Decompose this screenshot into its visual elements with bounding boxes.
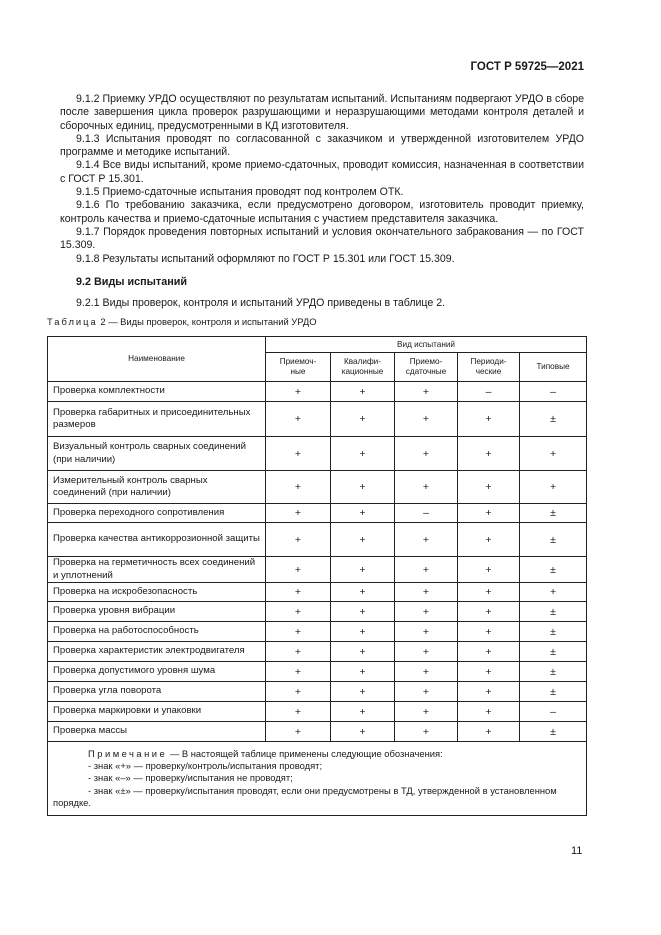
row-value: – xyxy=(520,702,587,722)
column-header: Приемо- сдаточные xyxy=(395,353,458,382)
document-id-header: ГОСТ Р 59725—2021 xyxy=(470,61,584,73)
table-note xyxy=(48,742,587,816)
row-value: + xyxy=(458,662,520,682)
row-value: + xyxy=(395,437,458,471)
row-value: + xyxy=(395,471,458,504)
row-name: Проверка допустимого уровня шума xyxy=(48,662,266,682)
row-value: + xyxy=(458,583,520,602)
row-value: + xyxy=(266,602,331,622)
paragraph-9-1-5: 9.1.5 Приемо-сдаточные испытания проводят под контролем ОТК. xyxy=(76,186,404,199)
row-name: Проверка на герметичность всех соединений и уплотнений xyxy=(48,557,266,583)
row-value: + xyxy=(458,702,520,722)
paragraph-9-1-8: 9.1.8 Результаты испытаний оформляют по ГОСТ Р 15.301 или ГОСТ 15.309. xyxy=(76,252,455,265)
row-value: + xyxy=(395,622,458,642)
section-heading: 9.2 Виды испытаний xyxy=(76,275,187,288)
row-value: + xyxy=(266,622,331,642)
row-value: ± xyxy=(520,642,587,662)
body-text xyxy=(60,93,584,310)
row-name: Проверка габаритных и присоединительных размеров xyxy=(48,402,266,437)
row-value: + xyxy=(331,523,395,557)
row-value: + xyxy=(331,642,395,662)
row-value: – xyxy=(395,504,458,523)
table-row xyxy=(48,382,587,402)
table-row xyxy=(48,662,587,682)
paragraph-9-1-6: 9.1.6 По требованию заказчика, если предусмотрено договором, изготовитель проводит приемку, контроль качества и приемо-сдаточные испытания с участием представителя заказчика. xyxy=(60,199,584,225)
row-value: + xyxy=(266,662,331,682)
row-name: Проверка характеристик электродвигателя xyxy=(48,642,266,662)
row-value: + xyxy=(458,504,520,523)
row-value: + xyxy=(331,622,395,642)
row-value: + xyxy=(458,437,520,471)
row-name: Проверка на работоспособность xyxy=(48,622,266,642)
row-value: + xyxy=(266,382,331,402)
row-value: + xyxy=(395,583,458,602)
table-row xyxy=(48,602,587,622)
name-column-header: Наименование xyxy=(48,337,266,382)
row-value: – xyxy=(458,382,520,402)
column-header: Приемоч- ные xyxy=(266,353,331,382)
paragraph-9-1-2: 9.1.2 Приемку УРДО осуществляют по результатам испытаний. Испытаниям подвергают УРДО в сборе после завершения цикла проверок разрушающими и неразрушающими методами контроля деталей и сборочных единиц, предусмотренными в КД изготовителя. xyxy=(60,93,584,132)
row-value: + xyxy=(331,662,395,682)
row-value: + xyxy=(331,583,395,602)
row-value: + xyxy=(266,682,331,702)
row-value: + xyxy=(458,557,520,583)
row-value: + xyxy=(266,523,331,557)
row-value: ± xyxy=(520,557,587,583)
row-value: + xyxy=(266,557,331,583)
row-name: Проверка уровня вибрации xyxy=(48,602,266,622)
row-value: + xyxy=(458,682,520,702)
column-header: Квалифи- кационные xyxy=(331,353,395,382)
column-header: Периоди- ческие xyxy=(458,353,520,382)
row-value: + xyxy=(266,437,331,471)
note-line: - знак «–» — проверку/испытания не проводят; xyxy=(88,772,293,784)
row-value: + xyxy=(520,437,587,471)
table-row xyxy=(48,702,587,722)
row-value: + xyxy=(331,702,395,722)
tests-table xyxy=(47,336,587,816)
row-value: + xyxy=(331,602,395,622)
row-value: ± xyxy=(520,722,587,742)
table-row xyxy=(48,437,587,471)
row-value: + xyxy=(266,702,331,722)
table-caption xyxy=(47,316,317,327)
row-value: + xyxy=(331,437,395,471)
row-value: ± xyxy=(520,682,587,702)
table-note-row xyxy=(48,742,587,816)
row-value: + xyxy=(458,602,520,622)
row-name: Измерительный контроль сварных соединений (при наличии) xyxy=(48,471,266,504)
row-value: + xyxy=(331,402,395,437)
row-value: + xyxy=(266,642,331,662)
row-value: + xyxy=(395,382,458,402)
row-value: + xyxy=(520,471,587,504)
table-row xyxy=(48,583,587,602)
table-caption-label: Таблица xyxy=(47,316,98,327)
row-name: Визуальный контроль сварных соединений (при наличии) xyxy=(48,437,266,471)
row-value: + xyxy=(266,722,331,742)
row-value: + xyxy=(395,523,458,557)
paragraph-9-1-4: 9.1.4 Все виды испытаний, кроме приемо-сдаточных, проводит комиссия, назначенная в соответствии с ГОСТ Р 15.301. xyxy=(60,159,584,185)
note-line: - знак «±» — проверку/испытания проводят, если они предусмотрены в ТД, утвержденной в установленном порядке. xyxy=(53,784,557,808)
row-value: + xyxy=(331,722,395,742)
table-row xyxy=(48,722,587,742)
row-name: Проверка качества антикоррозионной защиты xyxy=(48,523,266,557)
row-value: ± xyxy=(520,662,587,682)
row-value: + xyxy=(520,583,587,602)
table-row xyxy=(48,504,587,523)
row-value: ± xyxy=(520,523,587,557)
row-name: Проверка массы xyxy=(48,722,266,742)
row-value: – xyxy=(520,382,587,402)
row-value: + xyxy=(395,642,458,662)
page-number: 11 xyxy=(571,845,583,857)
row-value: + xyxy=(331,682,395,702)
row-name: Проверка на искробезопасность xyxy=(48,583,266,602)
row-value: + xyxy=(395,602,458,622)
table-caption-text: 2 — Виды проверок, контроля и испытаний УРДО xyxy=(97,316,317,327)
row-value: ± xyxy=(520,402,587,437)
row-value: + xyxy=(458,642,520,662)
row-value: + xyxy=(395,682,458,702)
table-row xyxy=(48,523,587,557)
row-value: + xyxy=(395,557,458,583)
table-row xyxy=(48,682,587,702)
row-value: + xyxy=(395,702,458,722)
table-row xyxy=(48,622,587,642)
test-type-group-header: Вид испытаний xyxy=(266,337,587,353)
row-value: + xyxy=(395,662,458,682)
paragraph-9-1-7: 9.1.7 Порядок проведения повторных испытаний и условия окончательного забракования — по ГОСТ 15.309. xyxy=(60,225,584,252)
row-value: + xyxy=(458,402,520,437)
row-value: + xyxy=(331,382,395,402)
row-value: + xyxy=(458,523,520,557)
paragraph-9-1-3: 9.1.3 Испытания проводят по согласованной с заказчиком и утвержденной изготовителем УРДО программе и методике испытаний. xyxy=(60,132,584,159)
row-value: + xyxy=(331,471,395,504)
row-name: Проверка переходного сопротивления xyxy=(48,504,266,523)
row-value: + xyxy=(395,722,458,742)
table-row xyxy=(48,471,587,504)
row-name: Проверка комплектности xyxy=(48,382,266,402)
note-line: - знак «+» — проверку/контроль/испытания проводят; xyxy=(88,760,323,772)
row-value: + xyxy=(458,722,520,742)
row-value: + xyxy=(395,402,458,437)
row-value: ± xyxy=(520,602,587,622)
row-value: ± xyxy=(520,504,587,523)
table-row xyxy=(48,402,587,437)
note-label: Примечание xyxy=(88,748,168,759)
row-value: + xyxy=(331,504,395,523)
table-row xyxy=(48,642,587,662)
column-header: Типовые xyxy=(520,353,587,382)
row-value: + xyxy=(458,622,520,642)
row-value: + xyxy=(458,471,520,504)
paragraph-9-2-1: 9.2.1 Виды проверок, контроля и испытаний УРДО приведены в таблице 2. xyxy=(76,297,446,310)
row-value: + xyxy=(266,471,331,504)
table-row xyxy=(48,557,587,583)
row-name: Проверка угла поворота xyxy=(48,682,266,702)
note-intro: — В настоящей таблице применены следующие обозначения: xyxy=(167,748,443,759)
row-value: + xyxy=(266,402,331,437)
row-value: + xyxy=(266,583,331,602)
row-value: + xyxy=(331,557,395,583)
row-value: + xyxy=(266,504,331,523)
row-name: Проверка маркировки и упаковки xyxy=(48,702,266,722)
row-value: ± xyxy=(520,622,587,642)
